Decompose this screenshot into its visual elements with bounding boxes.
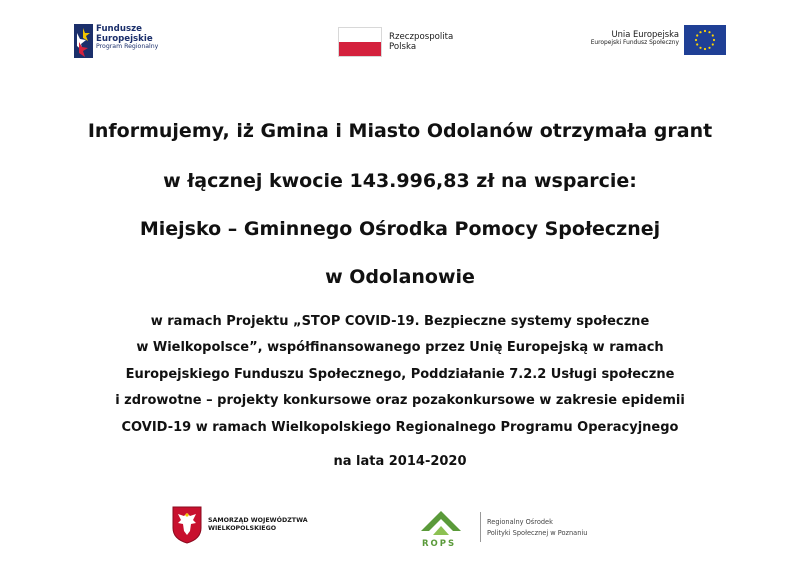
details-line-4: i zdrowotne – projekty konkursowe oraz pozakonkursowe w zakresie epidemii: [115, 393, 685, 408]
details-line-6: na lata 2014-2020: [333, 454, 467, 469]
fundusze-europejskie-logo: [74, 24, 194, 60]
eu-star: [712, 43, 714, 45]
eu-star: [695, 39, 697, 41]
eu-star: [696, 34, 698, 36]
fe-logo-line3: Program Regionalny: [96, 43, 159, 51]
rp-logo-line1: Rzeczpospolita: [389, 32, 454, 42]
eu-star: [699, 47, 701, 49]
details-line-2: w Wielkopolsce”, współfinansowanego przez Unię Europejską w ramach: [136, 340, 664, 355]
rops-house-icon: [420, 510, 462, 536]
details-line-1: w ramach Projektu „STOP COVID-19. Bezpieczne systemy społeczne: [150, 314, 650, 329]
wlkp-logo-line1: SAMORZĄD WOJEWÓDZTWA: [208, 517, 308, 524]
rops-divider: [480, 512, 481, 542]
rops-logo-line1: Regionalny Ośrodek: [487, 518, 553, 526]
fundusze-europejskie-star-icon: [74, 24, 94, 58]
fe-logo-line1: Fundusze: [96, 24, 142, 34]
fe-logo-line2: Europejskie: [96, 33, 153, 44]
rops-acronym: ROPS: [422, 539, 457, 549]
eu-flag-icon: [684, 25, 726, 55]
eu-star: [713, 39, 715, 41]
eu-star: [704, 48, 706, 50]
rzeczpospolita-polska-logo: [339, 26, 479, 60]
wlkp-logo-line2: WIELKOPOLSKIEGO: [208, 525, 277, 533]
rp-logo-line2: Polska: [389, 41, 417, 52]
ue-logo-line2: Europejski Fundusz Społeczny: [590, 40, 679, 47]
headline-line-4: w Odolanowie: [325, 266, 475, 288]
eu-star: [708, 47, 710, 49]
details-line-5: COVID-19 w ramach Wielkopolskiego Regionalnego Programu Operacyjnego: [121, 420, 679, 435]
eu-star: [708, 31, 710, 33]
headline-line-2: w łącznej kwocie 143.996,83 zł na wsparcie:: [163, 170, 637, 192]
samorzad-wielkopolski-logo: [172, 506, 322, 548]
ue-logo-line1: Unia Europejska: [611, 29, 679, 39]
headline-line-1: Informujemy, iż Gmina i Miasto Odolanów otrzymała grant: [87, 120, 713, 142]
details-line-3: Europejskiego Funduszu Społecznego, Poddziałanie 7.2.2 Usługi społeczne: [125, 367, 675, 382]
eu-star: [704, 30, 706, 32]
polish-flag-icon: [339, 28, 381, 56]
eu-star: [696, 43, 698, 45]
wielkopolska-eagle-shield-icon: [172, 506, 202, 544]
rops-logo: [420, 510, 640, 554]
eu-star: [699, 31, 701, 33]
rops-logo-line2: Polityki Społecznej w Poznaniu: [487, 528, 588, 537]
eu-star: [712, 34, 714, 36]
headline-line-3: Miejsko – Gminnego Ośrodka Pomocy Społecznej: [139, 218, 661, 240]
unia-europejska-logo: [585, 25, 730, 59]
